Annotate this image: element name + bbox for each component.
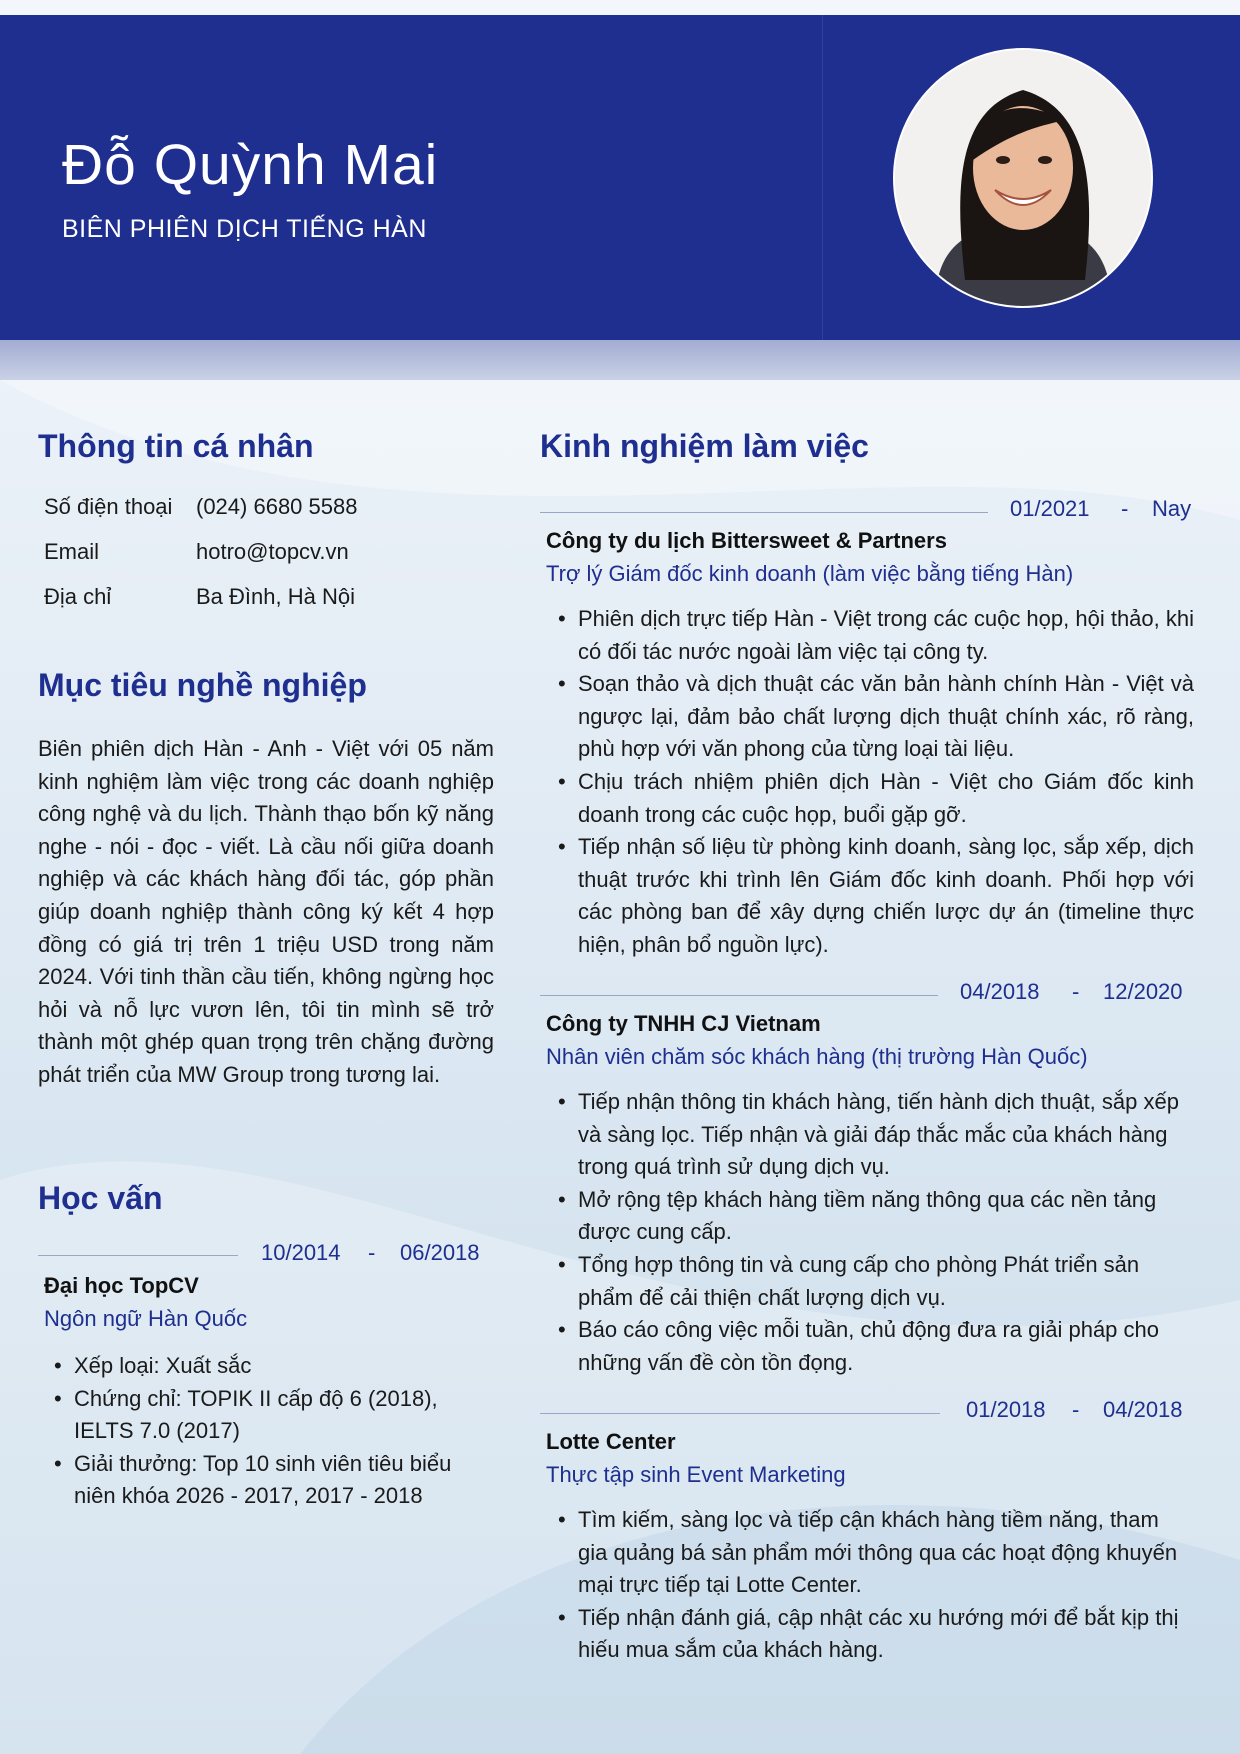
list-item: • Tiếp nhận đánh giá, cập nhật các xu hướng mới để bắt kịp thị hiếu mua sắm của khách hàng.	[556, 1602, 1194, 1667]
job2-end-date: 12/2020	[1103, 979, 1183, 1004]
list-item: • Báo cáo công việc mỗi tuần, chủ động đưa ra giải pháp cho những vấn đề còn tồn đọng.	[556, 1314, 1194, 1379]
list-item: • Chứng chỉ: TOPIK II cấp độ 6 (2018), IELTS 7.0 (2017)	[52, 1383, 492, 1448]
job2-duties	[556, 1086, 1194, 1379]
list-item: • Phiên dịch trực tiếp Hàn - Việt trong các cuộc họp, hội thảo, khi có đối tác nước ngoài làm việc tại công ty.	[556, 603, 1194, 668]
address-label: Địa chỉ	[44, 584, 112, 609]
job1-role: Trợ lý Giám đốc kinh doanh (làm việc bằng tiếng Hàn)	[546, 561, 1074, 586]
header-band	[0, 340, 1240, 380]
education-details	[52, 1350, 492, 1513]
list-item: • Tiếp nhận số liệu từ phòng kinh doanh, sàng lọc, sắp xếp, dịch thuật trước khi trình lên Giám đốc kinh doanh. Phối hợp với các phòng ban để xây dựng chiến lược dự án (timeline thực hiện, phân bổ nguồn lực).	[556, 831, 1194, 961]
list-item: • Chịu trách nhiệm phiên dịch Hàn - Việt cho Giám đốc kinh doanh trong các cuộc họp, buổi gặp gỡ.	[556, 766, 1194, 831]
education-start-date: 10/2014	[261, 1240, 341, 1265]
job3-company: Lotte Center	[546, 1429, 676, 1454]
job3-end-date: 04/2018	[1103, 1397, 1183, 1422]
phone-label: Số điện thoại	[44, 494, 173, 519]
job1-duties	[556, 603, 1194, 962]
education-date-rule	[38, 1255, 238, 1256]
objective-text: Biên phiên dịch Hàn - Anh - Việt với 05 năm kinh nghiệm làm việc trong các doanh nghiệp công nghệ và du lịch. Thành thạo bốn kỹ năng nghe - nói - đọc - viết. Là cầu nối giữa doanh nghiệp và các khách hàng đối tác, góp phần giúp doanh nghiệp thành công ký kết 4 hợp đồng có giá trị trên 1 triệu USD trong năm 2024. Với tinh thần cầu tiến, không ngừng học hỏi và nỗ lực vươn lên, tôi tin mình sẽ trở thành một ghép quan trọng trên chặng đường phát triển của MW Group trong tương lai.	[38, 736, 494, 1087]
list-item: • Tìm kiếm, sàng lọc và tiếp cận khách hàng tiềm năng, tham gia quảng bá sản phẩm mới thông qua các hoạt động khuyến mại trực tiếp tại Lotte Center.	[556, 1504, 1194, 1602]
education-heading: Học vấn	[38, 1180, 163, 1216]
candidate-name: Đỗ Quỳnh Mai	[62, 133, 439, 197]
job2-role: Nhân viên chăm sóc khách hàng (thị trường Hàn Quốc)	[546, 1044, 1088, 1069]
job2-date-separator: -	[1072, 979, 1080, 1004]
job1-company: Công ty du lịch Bittersweet & Partners	[546, 528, 947, 553]
email-label: Email	[44, 539, 100, 564]
education-end-date: 06/2018	[400, 1240, 480, 1265]
education-school: Đại học TopCV	[44, 1273, 199, 1298]
email-row	[44, 539, 349, 565]
job1-date-separator: -	[1121, 496, 1129, 521]
header-divider	[822, 15, 823, 343]
job1-date-rule	[540, 512, 988, 513]
education-date-separator: -	[368, 1240, 376, 1265]
job3-date-separator: -	[1072, 1397, 1080, 1422]
job3-start-date: 01/2018	[966, 1397, 1046, 1422]
candidate-title: BIÊN PHIÊN DỊCH TIẾNG HÀN	[62, 215, 427, 243]
job2-start-date: 04/2018	[960, 979, 1040, 1004]
experience-heading: Kinh nghiệm làm việc	[540, 428, 869, 464]
email-value: hotro@topcv.vn	[196, 539, 349, 564]
list-item: • Giải thưởng: Top 10 sinh viên tiêu biểu niên khóa 2026 - 2017, 2017 - 2018	[52, 1448, 492, 1513]
list-item: • Mở rộng tệp khách hàng tiềm năng thông qua các nền tảng được cung cấp.	[556, 1184, 1194, 1249]
education-major: Ngôn ngữ Hàn Quốc	[44, 1306, 248, 1331]
phone-row	[44, 494, 357, 520]
list-item: • Xếp loại: Xuất sắc	[52, 1350, 492, 1383]
address-row	[44, 584, 355, 610]
objective-heading: Mục tiêu nghề nghiệp	[38, 667, 367, 703]
job1-start-date: 01/2021	[1010, 496, 1090, 521]
job3-date-rule	[540, 1413, 940, 1414]
profile-photo	[893, 48, 1153, 308]
personal-info-heading: Thông tin cá nhân	[38, 428, 314, 464]
job1-end-date: Nay	[1152, 496, 1192, 521]
list-item: • Tổng hợp thông tin và cung cấp cho phòng Phát triển sản phẩm để cải thiện chất lượng dịch vụ.	[556, 1249, 1194, 1314]
job3-duties	[556, 1504, 1194, 1667]
phone-value: (024) 6680 5588	[196, 494, 358, 519]
address-value: Ba Đình, Hà Nội	[196, 584, 355, 609]
job3-role: Thực tập sinh Event Marketing	[546, 1462, 846, 1487]
job2-date-rule	[540, 995, 938, 996]
job2-company: Công ty TNHH CJ Vietnam	[546, 1011, 821, 1036]
list-item: • Soạn thảo và dịch thuật các văn bản hành chính Hàn - Việt và ngược lại, đảm bảo chất lượng dịch thuật chính xác, rõ ràng, phù hợp với văn phong của từng loại tài liệu.	[556, 668, 1194, 766]
list-item: • Tiếp nhận thông tin khách hàng, tiến hành dịch thuật, sắp xếp và sàng lọc. Tiếp nhận và giải đáp thắc mắc của khách hàng trong quá trình sử dụng dịch vụ.	[556, 1086, 1194, 1184]
